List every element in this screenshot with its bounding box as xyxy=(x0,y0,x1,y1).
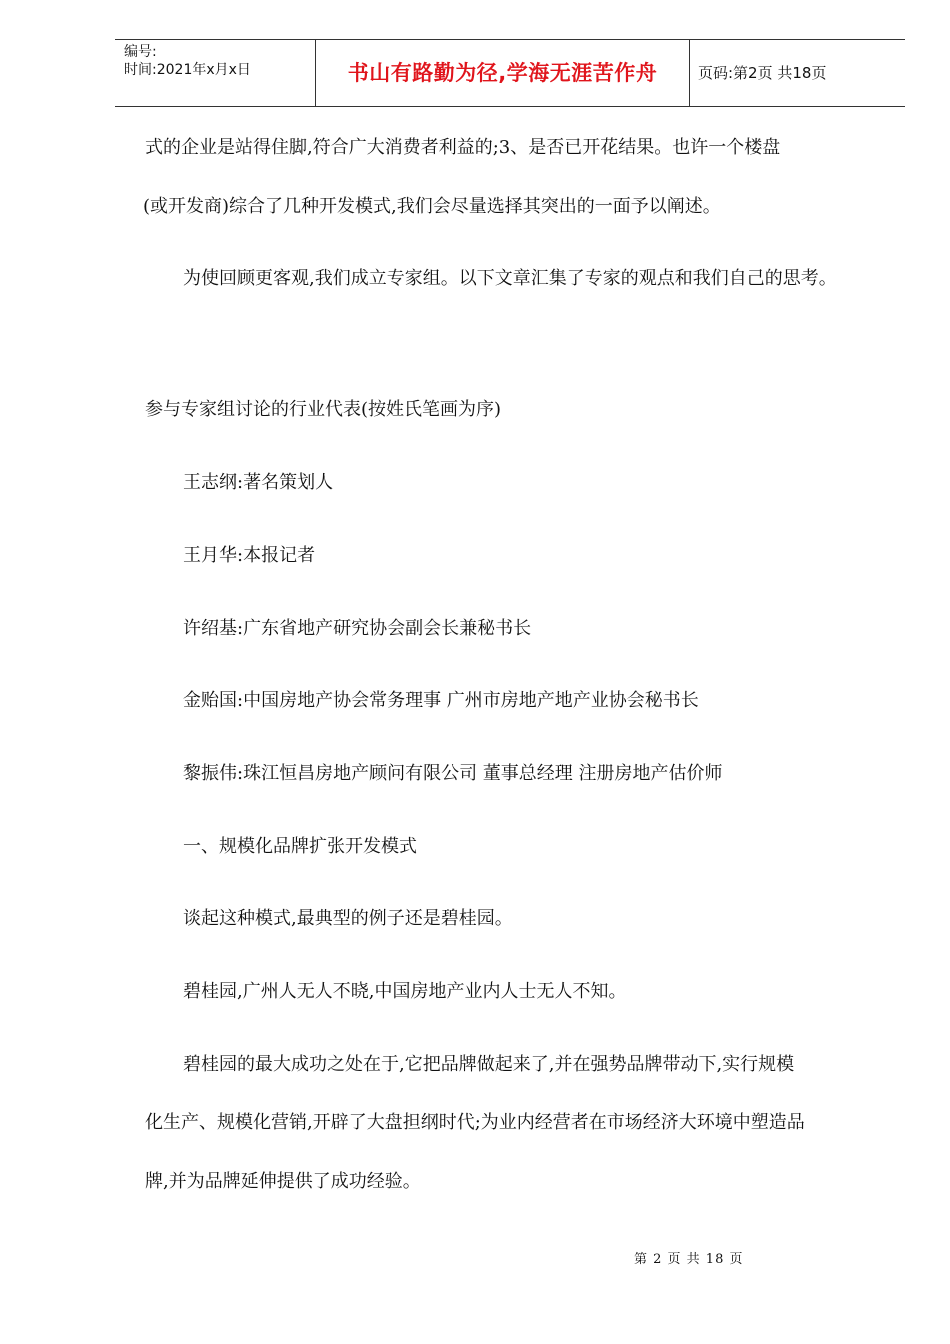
expert-item-5: 黎振伟:珠江恒昌房地产顾问有限公司 董事总经理 注册房地产估价师 xyxy=(183,763,723,784)
expert-item-2: 王月华:本报记者 xyxy=(183,545,316,566)
expert-item-4: 金贻国:中国房地产协会常务理事 广州市房地产地产业协会秘书长 xyxy=(183,690,699,711)
expert-section-heading: 参与专家组讨论的行业代表(按姓氏笔画为序) xyxy=(145,399,502,420)
header-number-label: 编号: xyxy=(124,44,157,60)
page-footer: 第 2 页 共 18 页 xyxy=(634,1252,744,1267)
expert-item-1: 王志纲:著名策划人 xyxy=(183,472,334,493)
header-time-label: 时间:2021年x月x日 xyxy=(124,62,251,78)
body-line-8: 牌,并为品牌延伸提供了成功经验。 xyxy=(145,1171,421,1192)
header-page-label: 页码:第2页 共18页 xyxy=(698,64,827,82)
body-line-4: 谈起这种模式,最典型的例子还是碧桂园。 xyxy=(183,908,513,929)
body-line-2: (或开发商)综合了几种开发模式,我们会尽量选择其突出的一面予以阐述。 xyxy=(143,196,721,217)
expert-item-3: 许绍基:广东省地产研究协会副会长兼秘书长 xyxy=(183,618,532,639)
document-header xyxy=(115,39,905,107)
body-line-3: 为使回顾更客观,我们成立专家组。以下文章汇集了专家的观点和我们自己的思考。 xyxy=(183,268,837,289)
body-line-6: 碧桂园的最大成功之处在于,它把品牌做起来了,并在强势品牌带动下,实行规模 xyxy=(183,1054,795,1075)
header-motto: 书山有路勤为径,学海无涯苦作舟 xyxy=(316,40,690,106)
section-heading-1: 一、规模化品牌扩张开发模式 xyxy=(183,836,417,857)
header-meta xyxy=(115,40,316,106)
body-line-1: 式的企业是站得住脚,符合广大消费者利益的;3、是否已开花结果。也许一个楼盘 xyxy=(145,137,781,158)
body-line-5: 碧桂园,广州人无人不晓,中国房地产业内人士无人不知。 xyxy=(183,981,627,1002)
body-line-7: 化生产、规模化营销,开辟了大盘担纲时代;为业内经营者在市场经济大环境中塑造品 xyxy=(145,1112,805,1133)
